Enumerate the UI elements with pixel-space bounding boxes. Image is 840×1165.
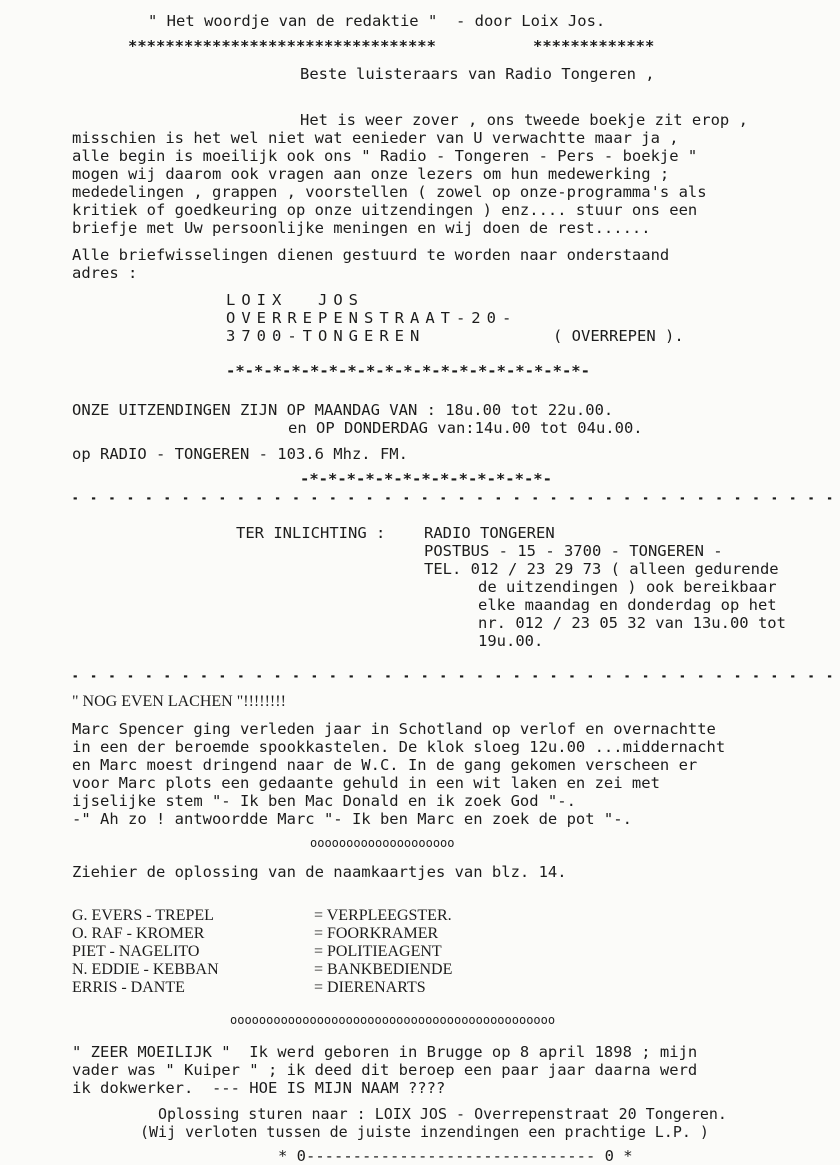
broadcast-monday: ONZE UITZENDINGEN ZIJN OP MAANDAG VAN : 18u.00 tot 22u.00. bbox=[72, 401, 614, 419]
footer-line: * 0------------------------------- 0 * bbox=[278, 1147, 633, 1165]
intro-line: mededelingen , grappen , voorstellen ( zowel op onze-programma's als bbox=[72, 183, 707, 201]
joke-line: voor Marc plots een gedaante gehuld in een wit laken en zei met bbox=[72, 774, 660, 792]
circle-divider: oooooooooooooooooooo bbox=[310, 836, 455, 850]
info-line: de uitzendingen ) ook bereikbaar bbox=[478, 578, 777, 596]
dashed-divider: - - - - - - - - - - - - - - - - - - - - - - - - - - - - - - - - - - - - - - - - - - bbox=[72, 489, 836, 507]
info-line: TEL. 012 / 23 29 73 ( alleen gedurende bbox=[424, 560, 779, 578]
info-line: POSTBUS - 15 - 3700 - TONGEREN - bbox=[424, 542, 723, 560]
page-title: " Het woordje van de redaktie " - door Loix Jos. bbox=[148, 12, 606, 30]
greeting: Beste luisteraars van Radio Tongeren , bbox=[300, 65, 655, 83]
send-instruction: Oplossing sturen naar : LOIX JOS - Overrepenstraat 20 Tongeren. bbox=[158, 1105, 727, 1123]
address-intro: adres : bbox=[72, 264, 138, 282]
solution-name: ERRIS - DANTE bbox=[72, 979, 185, 996]
intro-line: kritiek of goedkeuring op onze uitzendingen ) enz.... stuur ons een bbox=[72, 201, 698, 219]
solution-answer: = DIERENARTS bbox=[314, 979, 426, 996]
solution-answer: = BANKBEDIENDE bbox=[314, 961, 453, 978]
address-name: LOIX JOS bbox=[226, 291, 364, 309]
info-label: TER INLICHTING : bbox=[236, 524, 386, 542]
riddle-line: vader was " Kuiper " ; ik deed dit beroep een paar jaar daarna werd bbox=[72, 1061, 698, 1079]
riddle-line: " ZEER MOEILIJK " Ik werd geboren in Brugge op 8 april 1898 ; mijn bbox=[72, 1043, 698, 1061]
address-intro: Alle briefwisselingen dienen gestuurd te worden naar onderstaand bbox=[72, 246, 670, 264]
solution-intro: Ziehier de oplossing van de naamkaartjes van blz. 14. bbox=[72, 863, 567, 881]
solution-answer: = FOORKRAMER bbox=[314, 925, 439, 942]
intro-line: alle begin is moeilijk ook ons " Radio - Tongeren - Pers - boekje " bbox=[72, 147, 698, 165]
dashed-divider: - - - - - - - - - - - - - - - - - - - - - - - - - - - - - - - - - - - - - - - - - - bbox=[72, 667, 836, 685]
solution-name: N. EDDIE - KEBBAN bbox=[72, 961, 219, 978]
solution-name: G. EVERS - TREPEL bbox=[72, 907, 214, 924]
info-line: RADIO TONGEREN bbox=[424, 524, 555, 542]
separator-stars: -*-*-*-*-*-*-*-*-*-*-*-*-*-*-*-*-*-*-*- bbox=[226, 362, 590, 380]
joke-line: in een der beroemde spookkastelen. De klok sloeg 12u.00 ...middernacht bbox=[72, 738, 726, 756]
title-underline-stars: ********************************* bbox=[128, 37, 436, 55]
separator-stars-short: -*-*-*-*-*-*-*-*-*-*-*-*-*- bbox=[300, 470, 552, 488]
address-district: ( OVERREPEN ). bbox=[553, 327, 684, 345]
solution-name: PIET - NAGELITO bbox=[72, 943, 200, 960]
title-underline-stars-short: ************* bbox=[533, 37, 655, 55]
info-line: elke maandag en donderdag op het bbox=[478, 596, 777, 614]
info-line: 19u.00. bbox=[478, 632, 544, 650]
info-line: nr. 012 / 23 05 32 van 13u.00 tot bbox=[478, 614, 786, 632]
lottery-note: (Wij verloten tussen de juiste inzendingen een prachtige L.P. ) bbox=[140, 1123, 709, 1141]
intro-line: Het is weer zover , ons tweede boekje zit erop , bbox=[300, 111, 748, 129]
joke-line: Marc Spencer ging verleden jaar in Schotland op verlof en overnachtte bbox=[72, 720, 716, 738]
broadcast-frequency: op RADIO - TONGEREN - 103.6 Mhz. FM. bbox=[72, 445, 408, 463]
riddle-line: ik dokwerker. --- HOE IS MIJN NAAM ???? bbox=[72, 1079, 446, 1097]
solution-answer: = VERPLEEGSTER. bbox=[314, 907, 452, 924]
intro-line: misschien is het wel niet wat eenieder van U verwachtte maar ja , bbox=[72, 129, 679, 147]
joke-line: en Marc moest dringend naar de W.C. In de gang gekomen verscheen er bbox=[72, 756, 698, 774]
intro-line: briefje met Uw persoonlijke meningen en wij doen de rest...... bbox=[72, 219, 651, 237]
solution-name: O. RAF - KROMER bbox=[72, 925, 205, 942]
solution-answer: = POLITIEAGENT bbox=[314, 943, 442, 960]
circle-divider: ooooooooooooooooooooooooooooooooooooooooooooo bbox=[230, 1013, 556, 1027]
intro-line: mogen wij daarom ook vragen aan onze lezers om hun medewerking ; bbox=[72, 165, 670, 183]
address-city: 3700-TONGEREN bbox=[226, 327, 426, 345]
joke-line: -" Ah zo ! antwoordde Marc "- Ik ben Marc en zoek de pot "-. bbox=[72, 810, 632, 828]
address-street: OVERREPENSTRAAT-20- bbox=[226, 309, 518, 327]
joke-title: " NOG EVEN LACHEN "!!!!!!!! bbox=[72, 693, 286, 710]
broadcast-thursday: en OP DONDERDAG van:14u.00 tot 04u.00. bbox=[288, 419, 643, 437]
joke-line: ijselijke stem "- Ik ben Mac Donald en ik zoek God "-. bbox=[72, 792, 576, 810]
